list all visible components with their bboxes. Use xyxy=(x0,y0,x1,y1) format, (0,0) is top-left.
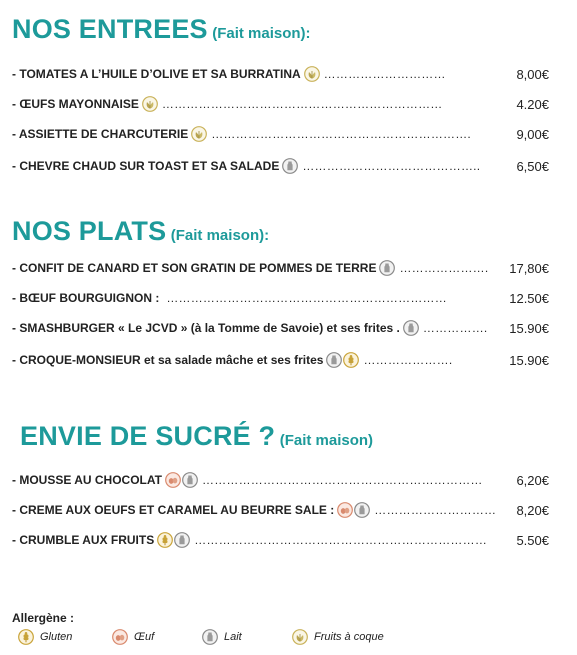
menu-item-price: 8,00€ xyxy=(516,66,549,82)
egg-icon xyxy=(165,472,181,488)
menu-item-entrees xyxy=(12,126,549,142)
menu-item-price: 8,20€ xyxy=(516,502,549,518)
milk-icon xyxy=(379,260,395,276)
legend-label: Gluten xyxy=(40,631,73,643)
legend-label: Œuf xyxy=(134,631,155,643)
milk-icon xyxy=(354,502,370,518)
legend-item-gluten xyxy=(18,629,72,645)
menu-item-label: - CREME AUX OEUFS ET CARAMEL AU BEURRE SALE : xyxy=(12,503,335,517)
menu-item-entrees xyxy=(12,96,549,112)
menu-item-plats xyxy=(12,320,549,336)
menu-item-plats xyxy=(12,260,549,276)
menu-item-price: 12.50€ xyxy=(509,290,549,306)
section-title-text: NOS ENTREES xyxy=(12,14,208,44)
menu-item-price: 6,20€ xyxy=(516,472,549,488)
section-subtitle: (Fait maison): xyxy=(212,25,311,42)
milk-icon xyxy=(202,629,218,645)
allergen-icons xyxy=(191,126,207,142)
menu-item-price: 5.50€ xyxy=(516,532,549,548)
allergen-icons xyxy=(282,158,298,174)
dot-leader: ………………………… xyxy=(323,67,446,81)
section-subtitle: (Fait maison): xyxy=(170,227,270,244)
menu-item-plats xyxy=(12,352,549,368)
menu-item-dessert xyxy=(12,472,549,488)
dot-leader: …………………………………………………………… xyxy=(166,291,447,305)
legend-item-nuts xyxy=(292,629,384,645)
menu-item-entrees xyxy=(12,66,549,82)
dot-leader: ……………. xyxy=(422,321,488,335)
menu-item-label: - CROQUE-MONSIEUR et sa salade mâche et ses frites xyxy=(12,353,324,367)
menu-item-label: - BŒUF BOURGUIGNON : xyxy=(12,291,160,305)
nuts-icon xyxy=(304,66,320,82)
allergen-icons xyxy=(403,320,419,336)
dot-leader: …………………………………….. xyxy=(302,159,481,173)
milk-icon xyxy=(174,532,190,548)
gluten-icon xyxy=(343,352,359,368)
menu-item-label: - SMASHBURGER « Le JCVD » (à la Tomme de Savoie) et ses frites . xyxy=(12,321,400,335)
dot-leader: …………………. xyxy=(399,261,489,275)
menu-item-label: - ŒUFS MAYONNAISE xyxy=(12,97,139,111)
menu-item-dessert xyxy=(12,502,549,518)
section-title-text: NOS PLATS xyxy=(12,216,167,246)
section-title-dessert xyxy=(20,421,373,452)
allergen-icons xyxy=(142,96,158,112)
section-subtitle: (Fait maison) xyxy=(279,432,374,449)
menu-item-price: 15.90€ xyxy=(509,320,549,336)
milk-icon xyxy=(182,472,198,488)
egg-icon xyxy=(337,502,353,518)
gluten-icon xyxy=(157,532,173,548)
milk-icon xyxy=(326,352,342,368)
legend-item-egg xyxy=(112,629,154,645)
menu-item-label: - CONFIT DE CANARD ET SON GRATIN DE POMMES DE TERRE xyxy=(12,261,377,275)
allergen-icons xyxy=(157,532,190,548)
menu-item-label: - MOUSSE AU CHOCOLAT xyxy=(12,473,162,487)
menu-item-price: 9,00€ xyxy=(516,126,549,142)
nuts-icon xyxy=(292,629,308,645)
legend-title: Allergène : xyxy=(12,611,75,625)
allergen-icons xyxy=(379,260,395,276)
menu-item-price: 15.90€ xyxy=(509,352,549,368)
dot-leader: …………………. xyxy=(363,353,453,367)
gluten-icon xyxy=(18,629,34,645)
dot-leader: …………………………………………………………… xyxy=(161,97,443,111)
milk-icon xyxy=(282,158,298,174)
menu-item-plats xyxy=(12,290,549,306)
nuts-icon xyxy=(142,96,158,112)
legend-label: Lait xyxy=(224,631,242,643)
menu-item-price: 6,50€ xyxy=(516,158,549,174)
allergen-icons xyxy=(337,502,370,518)
legend-item-milk xyxy=(202,629,242,645)
menu-item-entrees xyxy=(12,158,549,174)
nuts-icon xyxy=(191,126,207,142)
menu-item-price: 4.20€ xyxy=(516,96,549,112)
dot-leader: ……………………………………………………………… xyxy=(194,533,488,547)
legend-label: Fruits à coque xyxy=(314,631,384,643)
section-title-text: ENVIE DE SUCRÉ ? xyxy=(20,421,276,451)
menu-item-price: 17,80€ xyxy=(509,260,549,276)
menu-item-dessert xyxy=(12,532,549,548)
menu-item-label: - ASSIETTE DE CHARCUTERIE xyxy=(12,127,189,141)
menu-item-label: - CRUMBLE AUX FRUITS xyxy=(12,533,155,547)
section-title-entrees xyxy=(12,14,311,45)
allergen-icons xyxy=(165,472,198,488)
section-title-plats xyxy=(12,216,269,247)
dot-leader: …………………………………………………………… xyxy=(202,473,483,487)
dot-leader: ………………………………………………………. xyxy=(211,127,471,141)
allergen-legend xyxy=(18,629,438,647)
milk-icon xyxy=(403,320,419,336)
dot-leader: ………………………… xyxy=(374,503,497,517)
menu-item-label: - CHEVRE CHAUD SUR TOAST ET SA SALADE xyxy=(12,159,280,173)
allergen-icons xyxy=(304,66,320,82)
menu-item-label: - TOMATES A L’HUILE D’OLIVE ET SA BURRATINA xyxy=(12,67,301,81)
allergen-icons xyxy=(326,352,359,368)
egg-icon xyxy=(112,629,128,645)
